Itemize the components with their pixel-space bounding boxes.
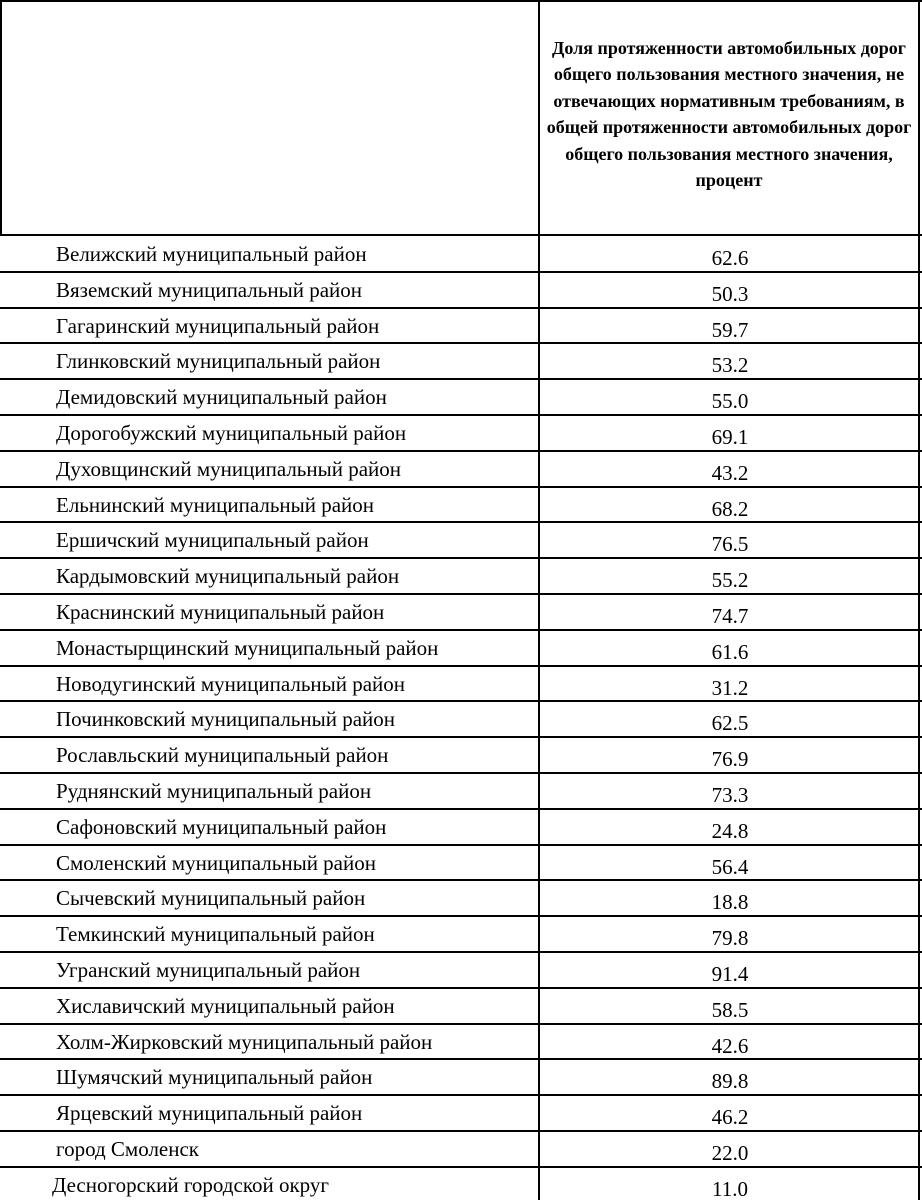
district-name: Ельнинский муниципальный район — [56, 492, 375, 517]
table-row — [0, 451, 922, 487]
table-row — [0, 522, 922, 558]
table-row — [0, 880, 922, 916]
district-name: Шумячский муниципальный район — [56, 1065, 373, 1090]
percent-value: 53.2 — [711, 353, 749, 378]
table-row — [0, 487, 922, 523]
table-row — [0, 916, 922, 952]
district-name: Гагаринский муниципальный район — [56, 313, 380, 338]
district-name: Починковский муниципальный район — [56, 707, 396, 732]
percent-value: 91.4 — [711, 962, 749, 986]
table-row — [0, 630, 922, 666]
percent-value: 89.8 — [711, 1069, 749, 1094]
percent-value: 50.3 — [711, 281, 749, 306]
column-header: Доля протяженности автомобильных дорог общего пользования местного значения, не отвечающих нормативным требованиям, в общей протяженности автомобильных дорог общего пользования местного значения, процент — [546, 37, 912, 190]
district-name: Демидовский муниципальный район — [56, 385, 387, 410]
percent-value: 74.7 — [711, 604, 749, 628]
district-name: Угранский муниципальный район — [56, 958, 361, 982]
district-name: Рославльский муниципальный район — [56, 743, 389, 768]
percent-value: 59.7 — [711, 317, 749, 342]
table-row — [0, 594, 922, 630]
percent-value: 56.4 — [711, 854, 749, 879]
percent-value: 76.5 — [711, 532, 749, 557]
table-row — [0, 558, 922, 594]
percent-value: 73.3 — [711, 783, 749, 807]
table-row — [0, 1167, 922, 1203]
percent-value: 18.8 — [711, 890, 749, 915]
table-row — [0, 737, 922, 773]
percent-value: 79.8 — [711, 926, 749, 951]
district-name: Вяземский муниципальный район — [56, 277, 362, 302]
district-name: Дорогобужский муниципальный район — [56, 421, 407, 445]
percent-value: 62.5 — [711, 711, 749, 736]
percent-value: 11.0 — [712, 1176, 748, 1201]
percent-value: 55.2 — [711, 568, 749, 593]
district-name: Глинковский муниципальный район — [56, 349, 381, 374]
table-row — [0, 845, 922, 881]
district-name: Сычевский муниципальный район — [56, 886, 366, 911]
percent-value: 55.0 — [711, 389, 749, 414]
table-row — [0, 308, 922, 344]
percent-value: 68.2 — [711, 496, 749, 521]
percent-value: 24.8 — [711, 818, 749, 843]
percent-value: 76.9 — [711, 747, 749, 772]
table-row — [0, 952, 922, 988]
table-row — [0, 1024, 922, 1060]
table-row — [0, 343, 922, 379]
district-name: Новодугинский муниципальный район — [56, 671, 406, 696]
district-name: Монастырщинский муниципальный район — [56, 635, 439, 660]
table-row — [0, 379, 922, 415]
percent-value: 58.5 — [711, 997, 749, 1022]
percent-value: 69.1 — [711, 425, 749, 449]
table-row — [0, 415, 922, 451]
district-name: Десногорский городской округ — [52, 1172, 329, 1197]
table-row — [0, 1059, 922, 1095]
district-name: Темкинский муниципальный район — [56, 922, 375, 947]
table-row — [0, 988, 922, 1024]
header-cell — [540, 2, 918, 232]
percent-value: 22.0 — [711, 1141, 749, 1165]
district-name: Смоленский муниципальный район — [56, 850, 376, 875]
district-name: Краснинский муниципальный район — [56, 600, 385, 624]
percent-value: 42.6 — [711, 1033, 749, 1058]
district-name: Ершичский муниципальный район — [56, 528, 369, 553]
district-name: Холм-Жирковский муниципальный район — [56, 1029, 433, 1054]
table-row — [0, 666, 922, 702]
table-row — [0, 701, 922, 737]
district-name: город Смоленск — [56, 1137, 200, 1161]
table-row — [0, 1095, 922, 1131]
district-name: Руднянский муниципальный район — [56, 779, 372, 803]
district-name: Ярцевский муниципальный район — [56, 1101, 363, 1126]
district-name: Велижский муниципальный район — [56, 242, 367, 266]
table-row — [0, 236, 922, 272]
table-row — [0, 1131, 922, 1167]
table-row — [0, 272, 922, 308]
percent-value: 31.2 — [711, 675, 749, 700]
percent-value: 62.6 — [711, 246, 749, 270]
percent-value: 61.6 — [711, 639, 749, 664]
percent-value: 43.2 — [711, 460, 749, 485]
district-name: Духовщинский муниципальный район — [56, 456, 402, 481]
district-name: Сафоновский муниципальный район — [56, 814, 387, 839]
table-left-border — [0, 0, 2, 236]
percent-value: 46.2 — [711, 1105, 749, 1130]
district-name: Кардымовский муниципальный район — [56, 564, 400, 589]
district-name: Хиславичский муниципальный район — [56, 993, 395, 1018]
table-row — [0, 809, 922, 845]
table-row — [0, 773, 922, 809]
